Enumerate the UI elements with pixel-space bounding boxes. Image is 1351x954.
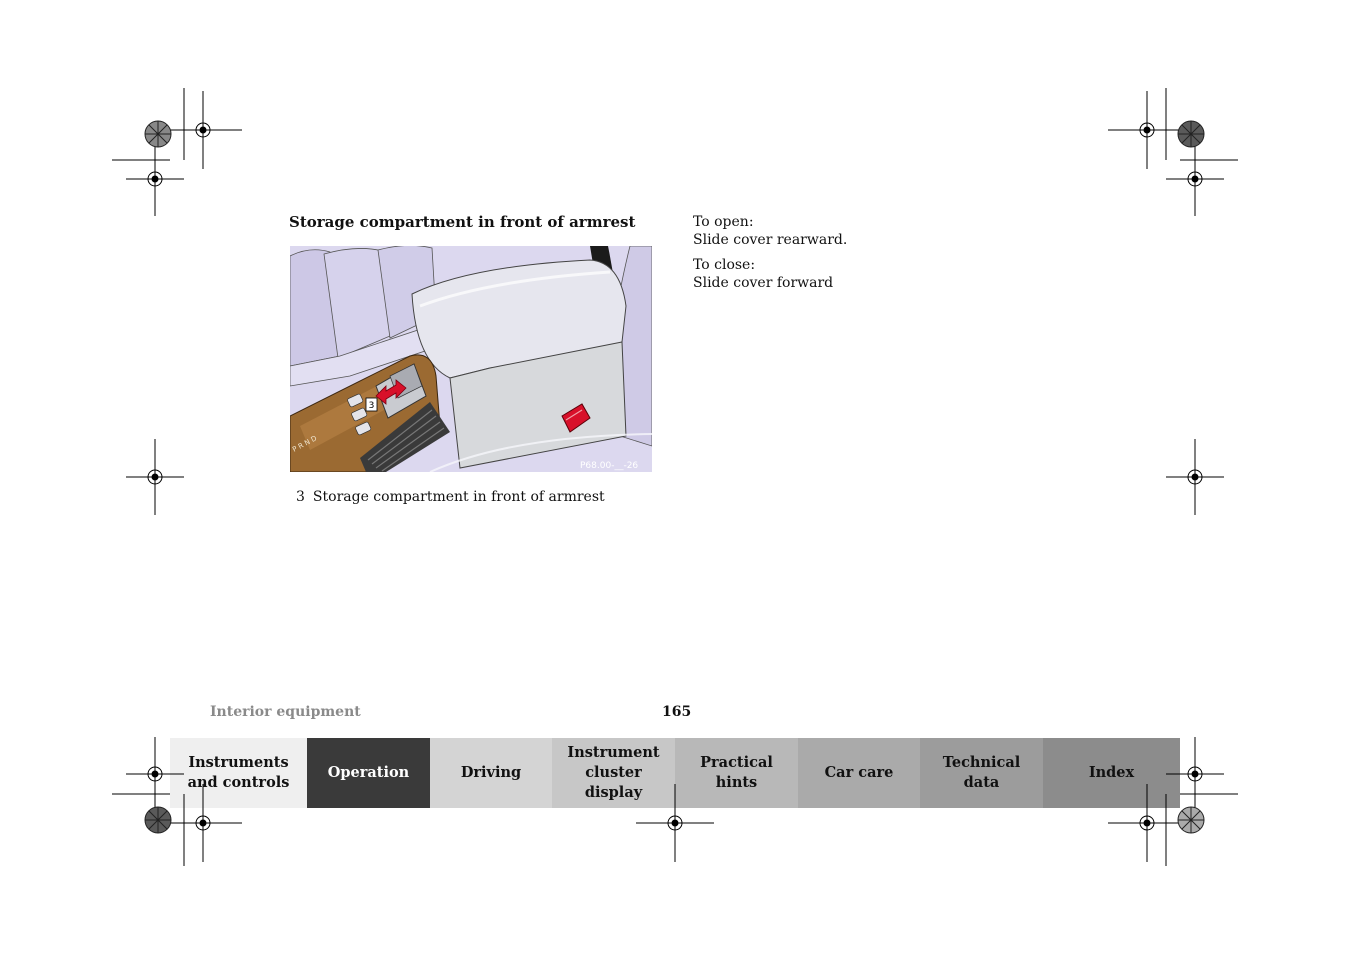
open-label: To open: bbox=[693, 214, 754, 230]
tab-instrument-cluster-display[interactable]: Instrument cluster display bbox=[552, 738, 675, 808]
tab-instruments-and-controls[interactable]: Instruments and controls bbox=[170, 738, 307, 808]
caption-number: 3 bbox=[296, 489, 305, 505]
footer-section-name: Interior equipment bbox=[210, 704, 361, 720]
chapter-navigation bbox=[170, 738, 1180, 808]
figure-caption bbox=[296, 489, 605, 505]
tab-car-care[interactable]: Car care bbox=[798, 738, 920, 808]
tab-driving[interactable]: Driving bbox=[430, 738, 552, 808]
tab-index[interactable]: Index bbox=[1043, 738, 1180, 808]
close-label: To close: bbox=[693, 257, 756, 273]
caption-text: Storage compartment in front of armrest bbox=[312, 489, 605, 505]
crosshair-dots bbox=[152, 127, 1199, 827]
gear-selector-letters: P R N D bbox=[291, 434, 319, 454]
callout-number: 3 bbox=[368, 401, 375, 411]
tab-technical-data[interactable]: Technical data bbox=[920, 738, 1043, 808]
instructions bbox=[693, 213, 847, 299]
open-action: Slide cover rearward. bbox=[693, 232, 848, 248]
armrest-illustration bbox=[290, 246, 652, 472]
tab-practical-hints[interactable]: Practical hints bbox=[675, 738, 798, 808]
open-instruction bbox=[693, 213, 847, 249]
image-reference-label: P68.00-__-26 bbox=[580, 461, 639, 471]
section-title: Storage compartment in front of armrest bbox=[289, 213, 636, 231]
tab-operation[interactable]: Operation bbox=[307, 738, 430, 808]
page-number: 165 bbox=[662, 704, 692, 720]
close-instruction bbox=[693, 256, 847, 292]
close-action: Slide cover forward bbox=[693, 275, 834, 291]
